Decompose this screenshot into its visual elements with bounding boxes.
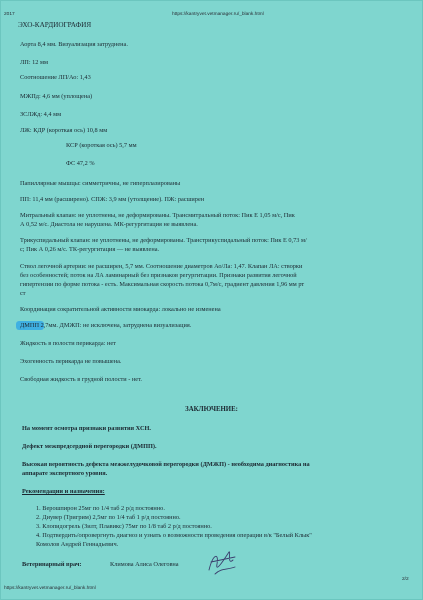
echo-line-pp: ПП: 11,4 мм (расширено). СПЖ: 3,9 мм (утолщение). ПЖ: расширен [20, 196, 205, 203]
doctor-name: Климова Алиса Олеговна [110, 561, 179, 568]
echo-line-aorta: Аорта 8,4 мм. Визуализация затруднена. [20, 41, 128, 48]
echo-line-thoracic-fluid: Свободная жидкость в грудной полости - нет. [20, 376, 142, 383]
doctor-label: Ветеринарный врач: [22, 561, 82, 568]
echo-title: ЭХО-КАРДИОГРАФИЯ [18, 21, 92, 29]
echo-line-lp-ao: Соотношение ЛП/Ао: 1,43 [20, 74, 91, 81]
finding-vsd-1: Высокая вероятность дефекта межжелудочковой перегородки (ДМЖП) - необходима диагностика на [22, 461, 310, 468]
echo-line-mzhpd: МЖПд: 4,6 мм (уплощена) [20, 93, 93, 100]
echo-line-pericardium: Эхогенность перикарда не повышена. [20, 358, 122, 365]
echo-line-pulmonary-4: ст [20, 290, 26, 297]
echo-line-pulmonary-2: без особенностей; поток на ЛА ламинарный без признаков регургитации. Признаки развития легочной [20, 272, 297, 279]
echo-line-zslzhd: ЗСЛЖд: 4,4 мм [20, 111, 62, 118]
echo-line-pericardial-fluid: Жидкость в полости перикарда: нет [20, 340, 116, 347]
echo-line-papillary: Папиллярные мышцы: симметричны, не гиперплазированы [20, 180, 181, 187]
recommendation-3: 3. Клопидогрель (Зилт, Плавикс) 75мг по 1/8 таб 2 р/д постоянно. [36, 523, 212, 530]
echo-line-tricuspid-1: Трикуспидальный клапан: не уплотнены, не деформированы. Транстрикуспидальный поток: Пик Е 0,73 м/ [20, 237, 307, 244]
recommendation-4-name: Комолов Андрей Геннадьевич. [36, 541, 119, 548]
echo-line-pulmonary-3: гипертензии по форме потока - есть. Максимальная скорость потока 0,7м/с, градиент давления 1,96 мм рт [20, 281, 305, 288]
recommendations-title: Рекомендации и назначения: [22, 488, 105, 495]
echo-line-tricuspid-2: с; Пик А 0,26 м/с. ТК-регургитация — не выявлена. [20, 246, 160, 253]
signature-image [205, 548, 239, 576]
echo-line-kdr: ЛЖ: КДР (короткая ось) 10,8 мм [20, 127, 108, 134]
footer-url[interactable]: https://kantryvet.vetmanager.ru/_blank.html [4, 586, 96, 591]
header-url[interactable]: https://kantryvet.vetmanager.ru/_blank.html [172, 12, 264, 17]
finding-chf: На момент осмотра признаки развития ХСН. [22, 425, 151, 432]
echo-line-ksr: КСР (короткая ось) 5,7 мм [66, 142, 137, 149]
recommendation-1: 1. Верошпирон 25мг по 1/4 таб 2 р/д постоянно. [36, 505, 165, 512]
conclusion-title: ЗАКЛЮЧЕНИЕ: [185, 406, 238, 413]
recommendation-2: 2. Диувер (Тригрим) 2,5мг по 1/4 таб 1 р/д постоянно. [36, 514, 181, 521]
echo-line-lp: ЛП: 12 мм [20, 59, 48, 66]
echo-line-dmpp: ДМПП 2,7мм. ДМЖП: не исключена, затруднена визуализация. [20, 322, 192, 329]
echo-line-mitral-2: А 0,52 м/с. Диастола не нарушена. МК-регургитация не выявлена. [20, 221, 198, 228]
footer-page-number: 2/2 [402, 577, 409, 582]
echo-line-pulmonary-1: Ствол легочной артерии: не расширен, 5,7 мм. Соотношение диаметров Ао/Ла: 1,47. Клапан ЛА: створки [20, 263, 303, 270]
finding-asd: Дефект межпредсердной перегородки (ДМПП). [22, 443, 157, 450]
echo-line-fs: ФС 47,2 % [66, 160, 95, 167]
echo-line-coordination: Координация сократительной активности миокарда: локально не изменена [20, 306, 221, 313]
header-date: 2017 [4, 12, 15, 17]
recommendation-4: 4. Подтвердить/опровергнуть диагноз и узнать о возможности проведения операции в/к "Белый Клык" [36, 532, 312, 539]
finding-vsd-2: аппарате экспертного уровня. [22, 470, 108, 477]
echo-line-mitral-1: Митральный клапан: не уплотнены, не деформированы. Трансмитральный поток: Пик Е 1,05 м/с, Пик [20, 212, 295, 219]
